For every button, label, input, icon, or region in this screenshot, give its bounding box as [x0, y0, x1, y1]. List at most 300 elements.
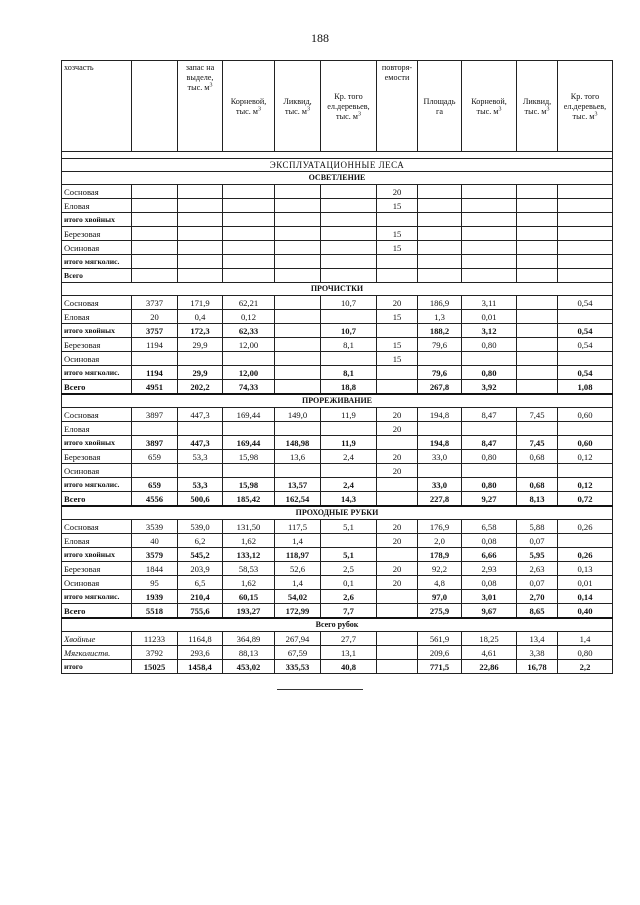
table-row	[62, 241, 613, 255]
table-cell	[178, 185, 223, 199]
table-cell	[223, 269, 275, 283]
table-cell: 67,59	[275, 646, 321, 660]
table-cell: 186,9	[418, 296, 462, 310]
table-cell: 3,12	[462, 324, 517, 338]
table-cell	[462, 269, 517, 283]
cuttings-table	[61, 60, 613, 674]
table-cell	[517, 227, 558, 241]
row-label: итого мягколис.	[62, 478, 132, 492]
table-cell	[132, 213, 178, 227]
table-cell	[132, 352, 178, 366]
table-cell: 29,9	[178, 366, 223, 380]
table-cell: 5,1	[321, 520, 377, 534]
row-label: Березовая	[62, 227, 132, 241]
table-cell: 3757	[132, 324, 178, 338]
table-cell	[377, 646, 418, 660]
table-cell: 3579	[132, 548, 178, 562]
table-cell	[462, 255, 517, 269]
row-label: Сосновая	[62, 185, 132, 199]
table-cell: 58,53	[223, 562, 275, 576]
table-cell: 2,70	[517, 590, 558, 604]
section-title: ОСВЕТЛЕНИЕ	[62, 172, 613, 185]
table-cell: 15,98	[223, 450, 275, 464]
table-cell: 1,4	[275, 534, 321, 548]
table-cell: 0,72	[558, 492, 613, 507]
table-cell: 3,01	[462, 590, 517, 604]
table-cell: 97,0	[418, 590, 462, 604]
table-cell: 9,67	[462, 604, 517, 619]
table-cell	[223, 352, 275, 366]
header-cell: Ликвид, тыс. $м^3$	[275, 61, 321, 152]
table-cell: 4951	[132, 380, 178, 395]
table-cell	[377, 255, 418, 269]
table-cell	[178, 213, 223, 227]
row-label: Березовая	[62, 338, 132, 352]
row-label: итого хвойных	[62, 213, 132, 227]
table-cell: 659	[132, 478, 178, 492]
table-row	[62, 255, 613, 269]
table-cell: 202,2	[178, 380, 223, 395]
table-cell: 1,4	[558, 632, 613, 646]
row-label: Осиновая	[62, 241, 132, 255]
table-cell: 88,13	[223, 646, 275, 660]
table-cell: 5,1	[321, 548, 377, 562]
table-cell: 79,6	[418, 338, 462, 352]
table-cell: 3737	[132, 296, 178, 310]
table-cell	[223, 241, 275, 255]
table-cell	[517, 255, 558, 269]
row-label: Еловая	[62, 310, 132, 324]
header-row	[62, 61, 613, 152]
table-cell: 20	[377, 520, 418, 534]
table-row	[62, 604, 613, 619]
table-cell: 13,4	[517, 632, 558, 646]
table-cell: 15,98	[223, 478, 275, 492]
table-cell: 0,4	[178, 310, 223, 324]
table-cell	[462, 227, 517, 241]
table-cell: 3,11	[462, 296, 517, 310]
table-cell: 194,8	[418, 436, 462, 450]
table-cell: 7,45	[517, 436, 558, 450]
table-cell	[462, 422, 517, 436]
table-cell: 0,80	[462, 478, 517, 492]
table-cell	[418, 464, 462, 478]
table-cell	[223, 255, 275, 269]
table-cell: 74,33	[223, 380, 275, 395]
table-cell: 20	[132, 310, 178, 324]
table-cell	[377, 380, 418, 395]
table-cell	[178, 464, 223, 478]
table-cell	[517, 269, 558, 283]
table-cell	[132, 255, 178, 269]
table-cell: 0,54	[558, 366, 613, 380]
table-cell	[178, 227, 223, 241]
table-cell: 33,0	[418, 478, 462, 492]
table-cell: 2,2	[558, 660, 613, 674]
header-cell: Корневой, тыс. $м^3$	[223, 61, 275, 152]
table-cell: 14,3	[321, 492, 377, 507]
table-cell: 0,54	[558, 296, 613, 310]
table-cell	[178, 269, 223, 283]
table-row	[62, 227, 613, 241]
table-cell	[223, 227, 275, 241]
table-cell	[418, 241, 462, 255]
table-cell: 8,65	[517, 604, 558, 619]
table-cell	[275, 213, 321, 227]
table-cell: 3539	[132, 520, 178, 534]
table-cell: 0,40	[558, 604, 613, 619]
table-cell: 13,57	[275, 478, 321, 492]
table-cell: 0,60	[558, 436, 613, 450]
table-cell: 0,68	[517, 450, 558, 464]
table-cell: 3,38	[517, 646, 558, 660]
table-cell	[418, 255, 462, 269]
table-cell: 54,02	[275, 590, 321, 604]
table-cell: 172,3	[178, 324, 223, 338]
table-cell: 1194	[132, 338, 178, 352]
table-cell	[321, 255, 377, 269]
table-cell: 40	[132, 534, 178, 548]
table-cell: 1458,4	[178, 660, 223, 674]
table-row	[62, 269, 613, 283]
table-cell: 0,26	[558, 520, 613, 534]
table-cell: 133,12	[223, 548, 275, 562]
table-cell	[178, 255, 223, 269]
table-row	[62, 450, 613, 464]
table-cell: 2,4	[321, 450, 377, 464]
table-row	[62, 338, 613, 352]
row-label: итого мягколис.	[62, 255, 132, 269]
table-cell	[223, 199, 275, 213]
table-cell	[321, 199, 377, 213]
table-cell	[418, 422, 462, 436]
table-cell: 15	[377, 227, 418, 241]
table-cell: 22,86	[462, 660, 517, 674]
table-cell: 52,6	[275, 562, 321, 576]
table-cell	[418, 269, 462, 283]
table-cell: 447,3	[178, 408, 223, 422]
table-cell	[558, 422, 613, 436]
table-cell	[275, 241, 321, 255]
table-cell: 293,6	[178, 646, 223, 660]
header-cell: запас на выделе, тыс. $м^3$	[178, 61, 223, 152]
table-cell: 11,9	[321, 408, 377, 422]
table-cell	[377, 660, 418, 674]
table-cell	[321, 352, 377, 366]
table-cell: 0,80	[462, 338, 517, 352]
table-row	[62, 366, 613, 380]
table-cell	[517, 422, 558, 436]
table-cell	[132, 422, 178, 436]
section-title: Всего рубок	[62, 618, 613, 632]
table-cell: 13,6	[275, 450, 321, 464]
table-cell: 194,8	[418, 408, 462, 422]
table-row	[62, 408, 613, 422]
table-cell: 539,0	[178, 520, 223, 534]
table-cell: 659	[132, 450, 178, 464]
table-cell: 0,54	[558, 324, 613, 338]
table-cell	[321, 422, 377, 436]
row-label: Сосновая	[62, 520, 132, 534]
table-cell	[132, 185, 178, 199]
table-cell: 5,88	[517, 520, 558, 534]
table-cell: 149,0	[275, 408, 321, 422]
table-cell	[275, 310, 321, 324]
table-cell	[462, 352, 517, 366]
table-cell: 500,6	[178, 492, 223, 507]
table-cell	[517, 296, 558, 310]
row-label: итого	[62, 660, 132, 674]
table-cell: 8,1	[321, 366, 377, 380]
table-cell: 18,25	[462, 632, 517, 646]
table-row	[62, 478, 613, 492]
header-cell	[132, 61, 178, 152]
table-cell: 162,54	[275, 492, 321, 507]
table-cell: 8,47	[462, 408, 517, 422]
table-cell: 92,2	[418, 562, 462, 576]
table-cell: 0,07	[517, 576, 558, 590]
table-cell: 1939	[132, 590, 178, 604]
table-cell	[223, 213, 275, 227]
table-cell: 11,9	[321, 436, 377, 450]
table-cell: 0,14	[558, 590, 613, 604]
row-label: Осиновая	[62, 576, 132, 590]
table-row	[62, 296, 613, 310]
table-cell: 53,3	[178, 450, 223, 464]
table-cell: 20	[377, 464, 418, 478]
table-cell	[377, 548, 418, 562]
table-cell	[178, 241, 223, 255]
table-cell: 267,94	[275, 632, 321, 646]
table-cell: 3792	[132, 646, 178, 660]
row-label: итого мягколис.	[62, 590, 132, 604]
header-cell: хозчасть	[62, 61, 132, 152]
header-cell: Площадь га	[418, 61, 462, 152]
table-cell: 0,80	[558, 646, 613, 660]
table-cell: 20	[377, 185, 418, 199]
table-cell: 20	[377, 450, 418, 464]
row-label: Сосновая	[62, 296, 132, 310]
table-row	[62, 199, 613, 213]
table-cell: 5,95	[517, 548, 558, 562]
table-cell: 13,1	[321, 646, 377, 660]
table-cell: 148,98	[275, 436, 321, 450]
table-cell: 0,01	[462, 310, 517, 324]
table-cell	[558, 213, 613, 227]
table-cell	[377, 213, 418, 227]
table-cell: 2,63	[517, 562, 558, 576]
table-cell	[462, 213, 517, 227]
table-cell: 6,58	[462, 520, 517, 534]
table-cell: 15	[377, 310, 418, 324]
table-cell	[275, 185, 321, 199]
table-cell: 20	[377, 562, 418, 576]
table-cell: 40,8	[321, 660, 377, 674]
row-label: Всего	[62, 269, 132, 283]
table-row	[62, 492, 613, 507]
row-label: итого хвойных	[62, 548, 132, 562]
table-row	[62, 520, 613, 534]
row-label: Березовая	[62, 450, 132, 464]
table-cell: 10,7	[321, 296, 377, 310]
table-cell: 12,00	[223, 338, 275, 352]
table-cell: 8,47	[462, 436, 517, 450]
table-cell: 1164,8	[178, 632, 223, 646]
table-cell	[558, 352, 613, 366]
row-label: Сосновая	[62, 408, 132, 422]
footnote-divider	[277, 689, 363, 690]
section-title: ПРОЧИСТКИ	[62, 283, 613, 296]
table-cell	[418, 227, 462, 241]
header-cell: Ликвид, тыс. $м^3$	[517, 61, 558, 152]
table-cell	[558, 241, 613, 255]
table-cell: 131,50	[223, 520, 275, 534]
table-cell	[462, 464, 517, 478]
row-label: Еловая	[62, 199, 132, 213]
table-cell	[517, 199, 558, 213]
table-cell: 27,7	[321, 632, 377, 646]
table-row	[62, 310, 613, 324]
table-cell: 0,08	[462, 576, 517, 590]
table-cell: 169,44	[223, 408, 275, 422]
table-cell: 79,6	[418, 366, 462, 380]
table-cell: 0,54	[558, 338, 613, 352]
table-cell: 62,21	[223, 296, 275, 310]
table-cell: 16,78	[517, 660, 558, 674]
table-cell	[517, 380, 558, 395]
table-cell	[275, 366, 321, 380]
table-cell: 3897	[132, 408, 178, 422]
table-cell	[377, 478, 418, 492]
table-cell	[418, 213, 462, 227]
table-cell: 15	[377, 338, 418, 352]
table-cell: 0,07	[517, 534, 558, 548]
table-cell	[321, 227, 377, 241]
table-row	[62, 464, 613, 478]
table-cell: 15	[377, 352, 418, 366]
table-cell: 364,89	[223, 632, 275, 646]
table-cell	[418, 185, 462, 199]
table-cell: 10,7	[321, 324, 377, 338]
table-cell	[377, 590, 418, 604]
section-header-row	[62, 394, 613, 408]
table-cell: 275,9	[418, 604, 462, 619]
table-cell	[132, 269, 178, 283]
table-cell: 176,9	[418, 520, 462, 534]
table-cell	[223, 185, 275, 199]
table-cell: 95	[132, 576, 178, 590]
table-cell: 62,33	[223, 324, 275, 338]
table-cell	[558, 255, 613, 269]
table-cell	[558, 310, 613, 324]
table-row	[62, 646, 613, 660]
header-cell: Кр. того ел.деревьев, тыс. $м^3$	[321, 61, 377, 152]
table-cell	[517, 338, 558, 352]
table-row	[62, 576, 613, 590]
table-cell: 171,9	[178, 296, 223, 310]
table-cell: 2,93	[462, 562, 517, 576]
table-cell: 4556	[132, 492, 178, 507]
table-cell	[321, 269, 377, 283]
row-label: итого хвойных	[62, 436, 132, 450]
table-cell: 169,44	[223, 436, 275, 450]
table-cell: 1194	[132, 366, 178, 380]
table-row	[62, 380, 613, 395]
row-label: Всего	[62, 604, 132, 619]
table-cell: 118,97	[275, 548, 321, 562]
table-title: ЭКСПЛУАТАЦИОННЫЕ ЛЕСА	[62, 159, 613, 172]
table-cell: 1,08	[558, 380, 613, 395]
table-cell	[517, 366, 558, 380]
table-cell	[517, 185, 558, 199]
table-cell: 4,61	[462, 646, 517, 660]
table-cell: 0,12	[223, 310, 275, 324]
table-cell	[223, 464, 275, 478]
table-cell: 0,1	[321, 576, 377, 590]
table-row	[62, 352, 613, 366]
page-number: 188	[311, 31, 329, 45]
table-cell	[132, 464, 178, 478]
table-cell	[275, 338, 321, 352]
table-cell	[517, 241, 558, 255]
table-cell: 1,62	[223, 534, 275, 548]
table-cell: 203,9	[178, 562, 223, 576]
table-cell: 8,13	[517, 492, 558, 507]
table-row	[62, 436, 613, 450]
table-cell	[558, 464, 613, 478]
table-cell: 117,5	[275, 520, 321, 534]
section-title: ПРОРЕЖИВАНИЕ	[62, 394, 613, 408]
table-cell	[321, 310, 377, 324]
table-cell: 15025	[132, 660, 178, 674]
table-cell: 1844	[132, 562, 178, 576]
table-cell	[132, 227, 178, 241]
table-cell: 172,99	[275, 604, 321, 619]
header-cell: Кр. того ел.деревьев, тыс. $м^3$	[558, 61, 613, 152]
table-cell: 561,9	[418, 632, 462, 646]
table-cell	[558, 534, 613, 548]
table-cell	[321, 534, 377, 548]
table-cell: 33,0	[418, 450, 462, 464]
section-header-row	[62, 172, 613, 185]
table-cell	[517, 213, 558, 227]
table-cell: 12,00	[223, 366, 275, 380]
row-label: Мягколиств.	[62, 646, 132, 660]
section-title: ПРОХОДНЫЕ РУБКИ	[62, 506, 613, 520]
table-cell: 0,80	[462, 450, 517, 464]
table-row	[62, 590, 613, 604]
table-cell: 0,68	[517, 478, 558, 492]
table-cell: 2,5	[321, 562, 377, 576]
row-label: итого хвойных	[62, 324, 132, 338]
table-cell	[275, 199, 321, 213]
table-cell: 0,26	[558, 548, 613, 562]
table-cell: 771,5	[418, 660, 462, 674]
table-cell	[321, 185, 377, 199]
table-cell	[462, 241, 517, 255]
table-row	[62, 534, 613, 548]
table-cell	[517, 324, 558, 338]
table-cell: 1,4	[275, 576, 321, 590]
table-cell	[377, 269, 418, 283]
table-cell: 0,13	[558, 562, 613, 576]
table-cell	[178, 199, 223, 213]
table-cell	[275, 380, 321, 395]
row-label: Осиновая	[62, 352, 132, 366]
table-cell: 227,8	[418, 492, 462, 507]
table-cell: 2,6	[321, 590, 377, 604]
row-label: Хвойные	[62, 632, 132, 646]
